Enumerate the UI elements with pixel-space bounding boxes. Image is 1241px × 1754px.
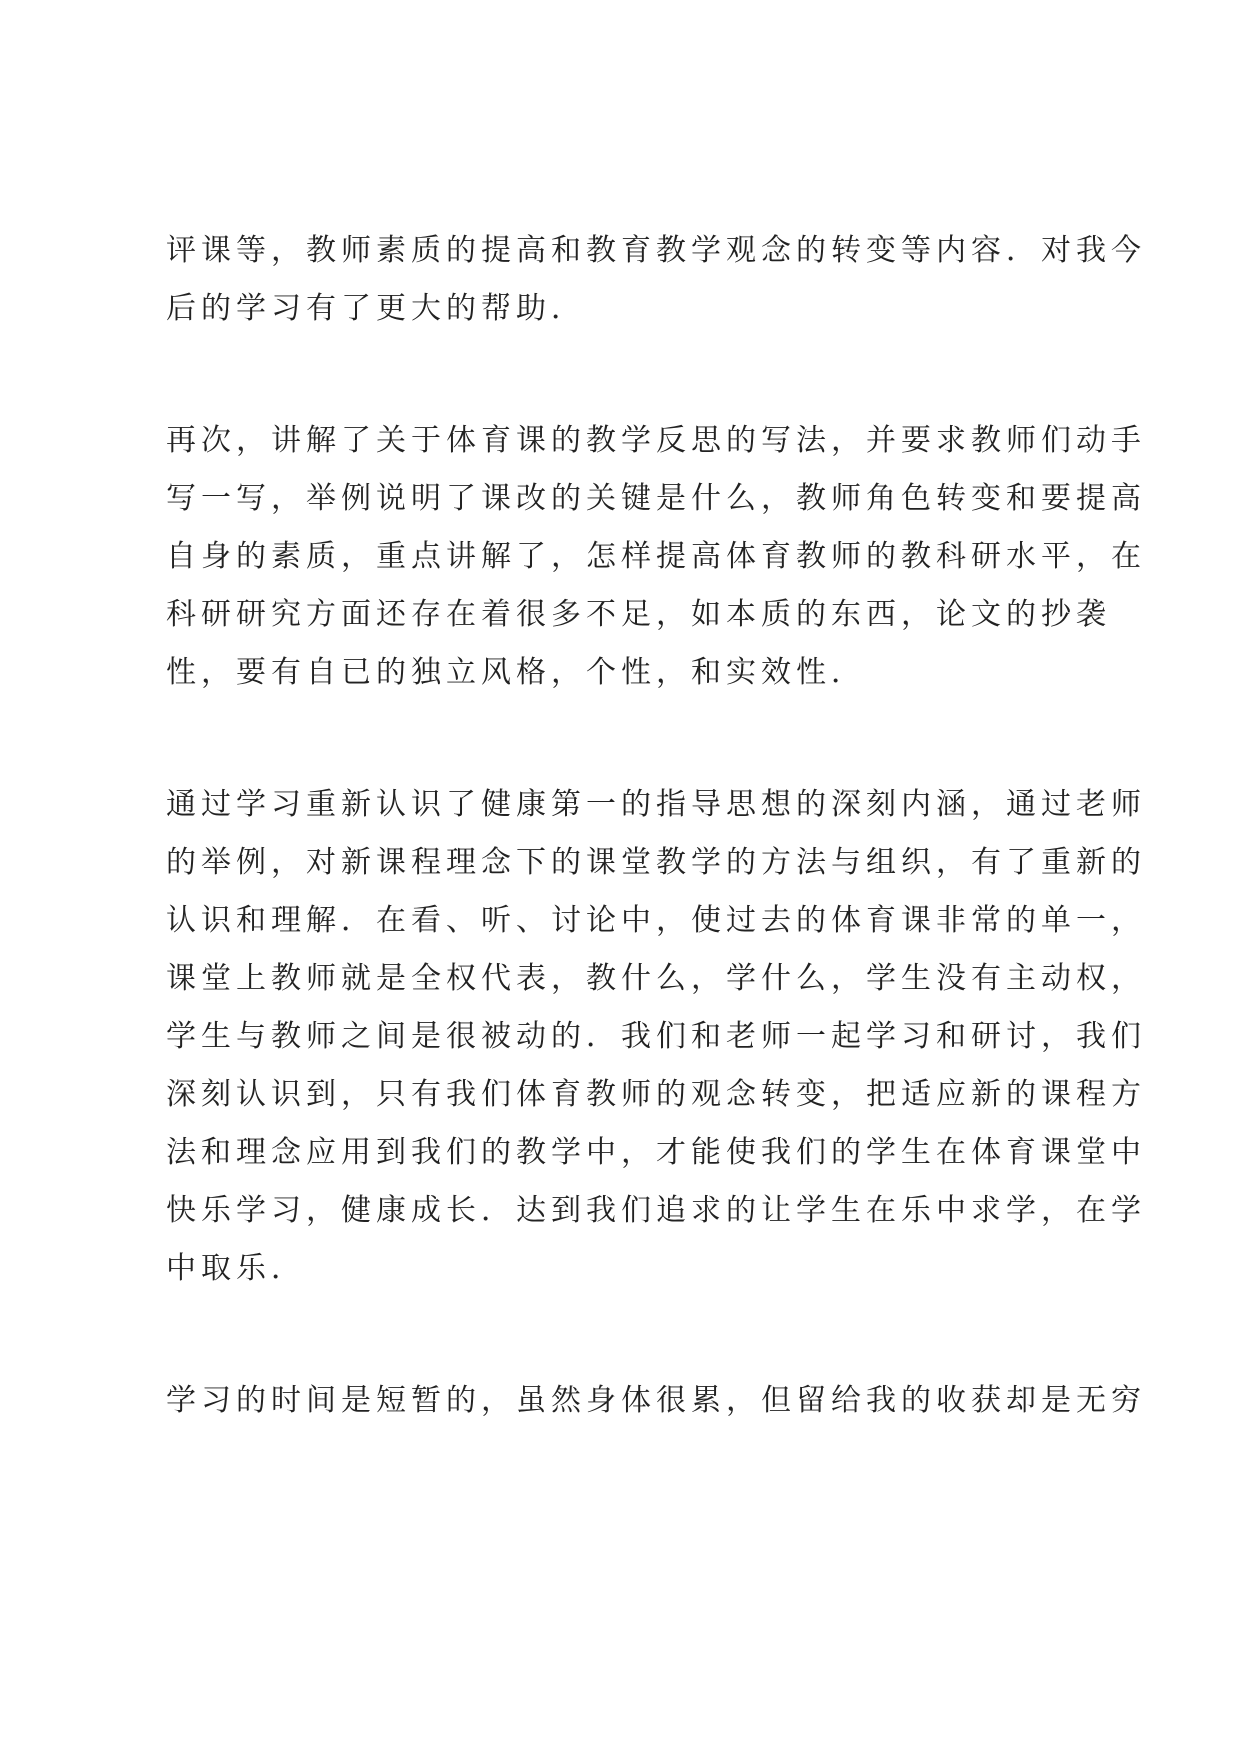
paragraph-line: 深刻认识到，只有我们体育教师的观念转变，把适应新的课程方 (166, 1077, 1146, 1112)
paragraph-line: 再次，讲解了关于体育课的教学反思的写法，并要求教师们动手 (166, 423, 1146, 458)
document-body (166, 222, 1146, 1430)
paragraph-line: 评课等，教师素质的提高和教育教学观念的转变等内容．对我今 (166, 233, 1146, 268)
paragraph-2 (166, 412, 1146, 702)
paragraph-line: 科研研究方面还存在着很多不足，如本质的东西，论文的抄袭 (166, 597, 1111, 632)
paragraph-line: 认识和理解．在看、听、讨论中，使过去的体育课非常的单一， (166, 903, 1146, 938)
paragraph-line: 法和理念应用到我们的教学中，才能使我们的学生在体育课堂中 (166, 1135, 1146, 1170)
paragraph-line: 自身的素质，重点讲解了，怎样提高体育教师的教科研水平，在 (166, 539, 1146, 574)
paragraph-line: 通过学习重新认识了健康第一的指导思想的深刻内涵，通过老师 (166, 787, 1146, 822)
paragraph-line: 中取乐． (166, 1251, 306, 1286)
paragraph-line: 的举例，对新课程理念下的课堂教学的方法与组织，有了重新的 (166, 845, 1146, 880)
paragraph-3 (166, 776, 1146, 1298)
paragraph-line: 性，要有自已的独立风格，个性，和实效性． (166, 655, 866, 690)
paragraph-line: 课堂上教师就是全权代表，教什么，学什么，学生没有主动权， (166, 961, 1146, 996)
paragraph-line: 写一写，举例说明了课改的关键是什么，教师角色转变和要提高 (166, 481, 1146, 516)
paragraph-line: 后的学习有了更大的帮助． (166, 291, 586, 326)
paragraph-4 (166, 1372, 1146, 1430)
paragraph-line: 学习的时间是短暂的，虽然身体很累，但留给我的收获却是无穷 (166, 1383, 1146, 1418)
paragraph-line: 快乐学习，健康成长．达到我们追求的让学生在乐中求学，在学 (166, 1193, 1146, 1228)
paragraph-line: 学生与教师之间是很被动的．我们和老师一起学习和研讨，我们 (166, 1019, 1146, 1054)
paragraph-1 (166, 222, 1146, 338)
